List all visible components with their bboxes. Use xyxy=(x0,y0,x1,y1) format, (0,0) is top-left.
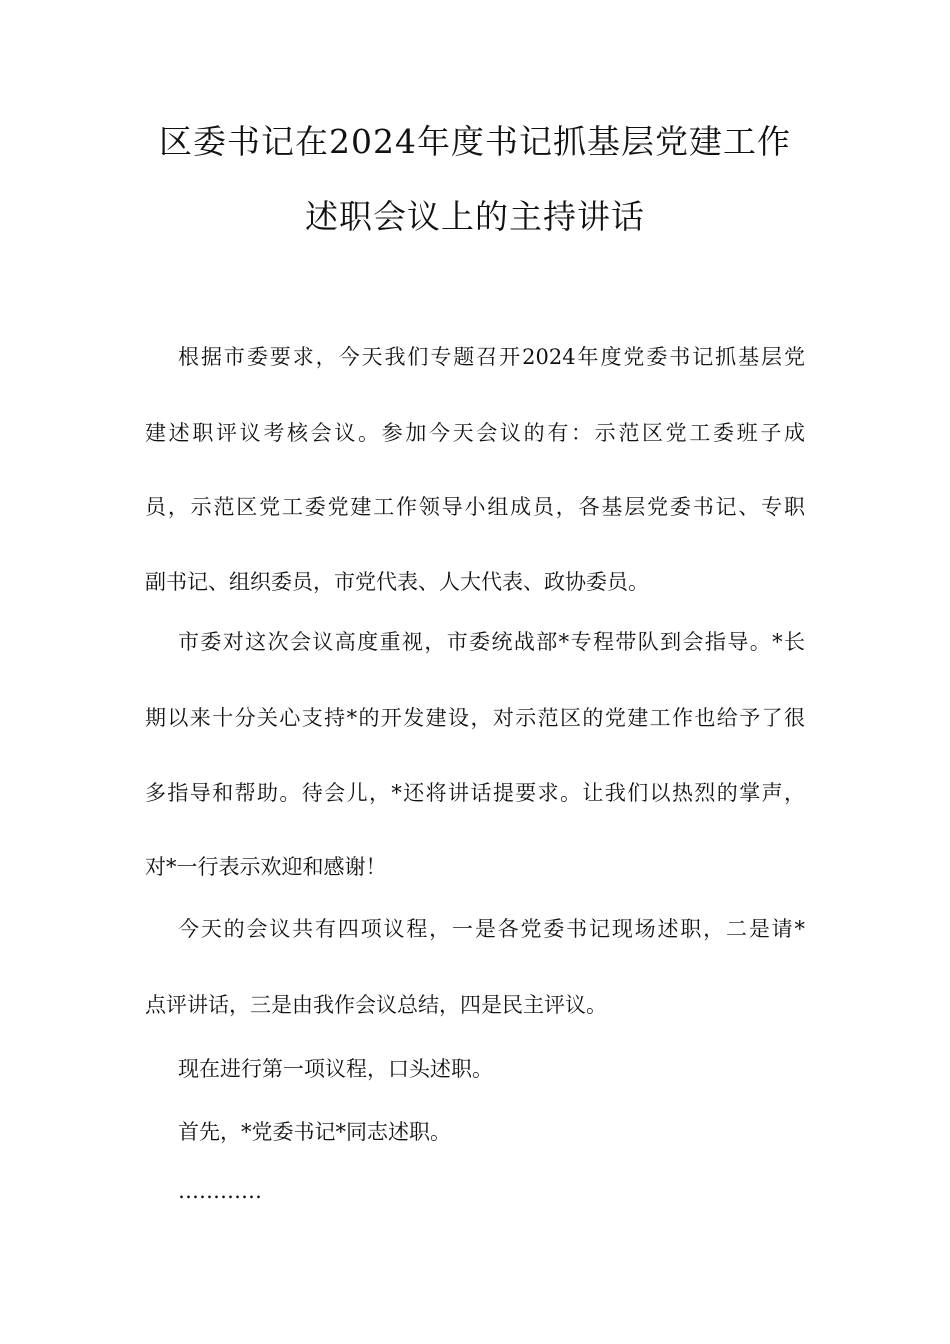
paragraph-2-line-4: 对*一行表示欢迎和感谢！ xyxy=(145,855,387,879)
document-title-line-1: 区委书记在2024年度书记抓基层党建工作 xyxy=(159,122,791,161)
document-title-line-2: 述职会议上的主持讲话 xyxy=(305,197,645,236)
paragraph-2-line-2: 期以来十分关心支持*的开发建设，对示范区的党建工作也给予了很 xyxy=(145,706,805,730)
paragraph-2-line-1: 市委对这次会议高度重视，市委统战部*专程带队到会指导。*长 xyxy=(178,630,805,654)
paragraph-1-line-4: 副书记、组织委员，市党代表、人大代表、政协委员。 xyxy=(145,570,649,594)
paragraph-1-line-1: 根据市委要求，今天我们专题召开2024年度党委书记抓基层党 xyxy=(178,345,805,369)
paragraph-4: 现在进行第一项议程，口头述职。 xyxy=(178,1057,493,1081)
paragraph-5: 首先，*党委书记*同志述职。 xyxy=(178,1120,451,1144)
paragraph-3-line-1: 今天的会议共有四项议程，一是各党委书记现场述职，二是请* xyxy=(178,917,805,941)
paragraph-1-line-3: 员，示范区党工委党建工作领导小组成员，各基层党委书记、专职 xyxy=(145,495,805,519)
paragraph-1-line-2: 建述职评议考核会议。参加今天会议的有：示范区党工委班子成 xyxy=(145,421,805,445)
paragraph-3-line-2: 点评讲话，三是由我作会议总结，四是民主评议。 xyxy=(145,993,607,1017)
paragraph-2-line-3: 多指导和帮助。待会儿，*还将讲话提要求。让我们以热烈的掌声， xyxy=(145,781,805,805)
ellipsis: ………… xyxy=(178,1179,262,1203)
